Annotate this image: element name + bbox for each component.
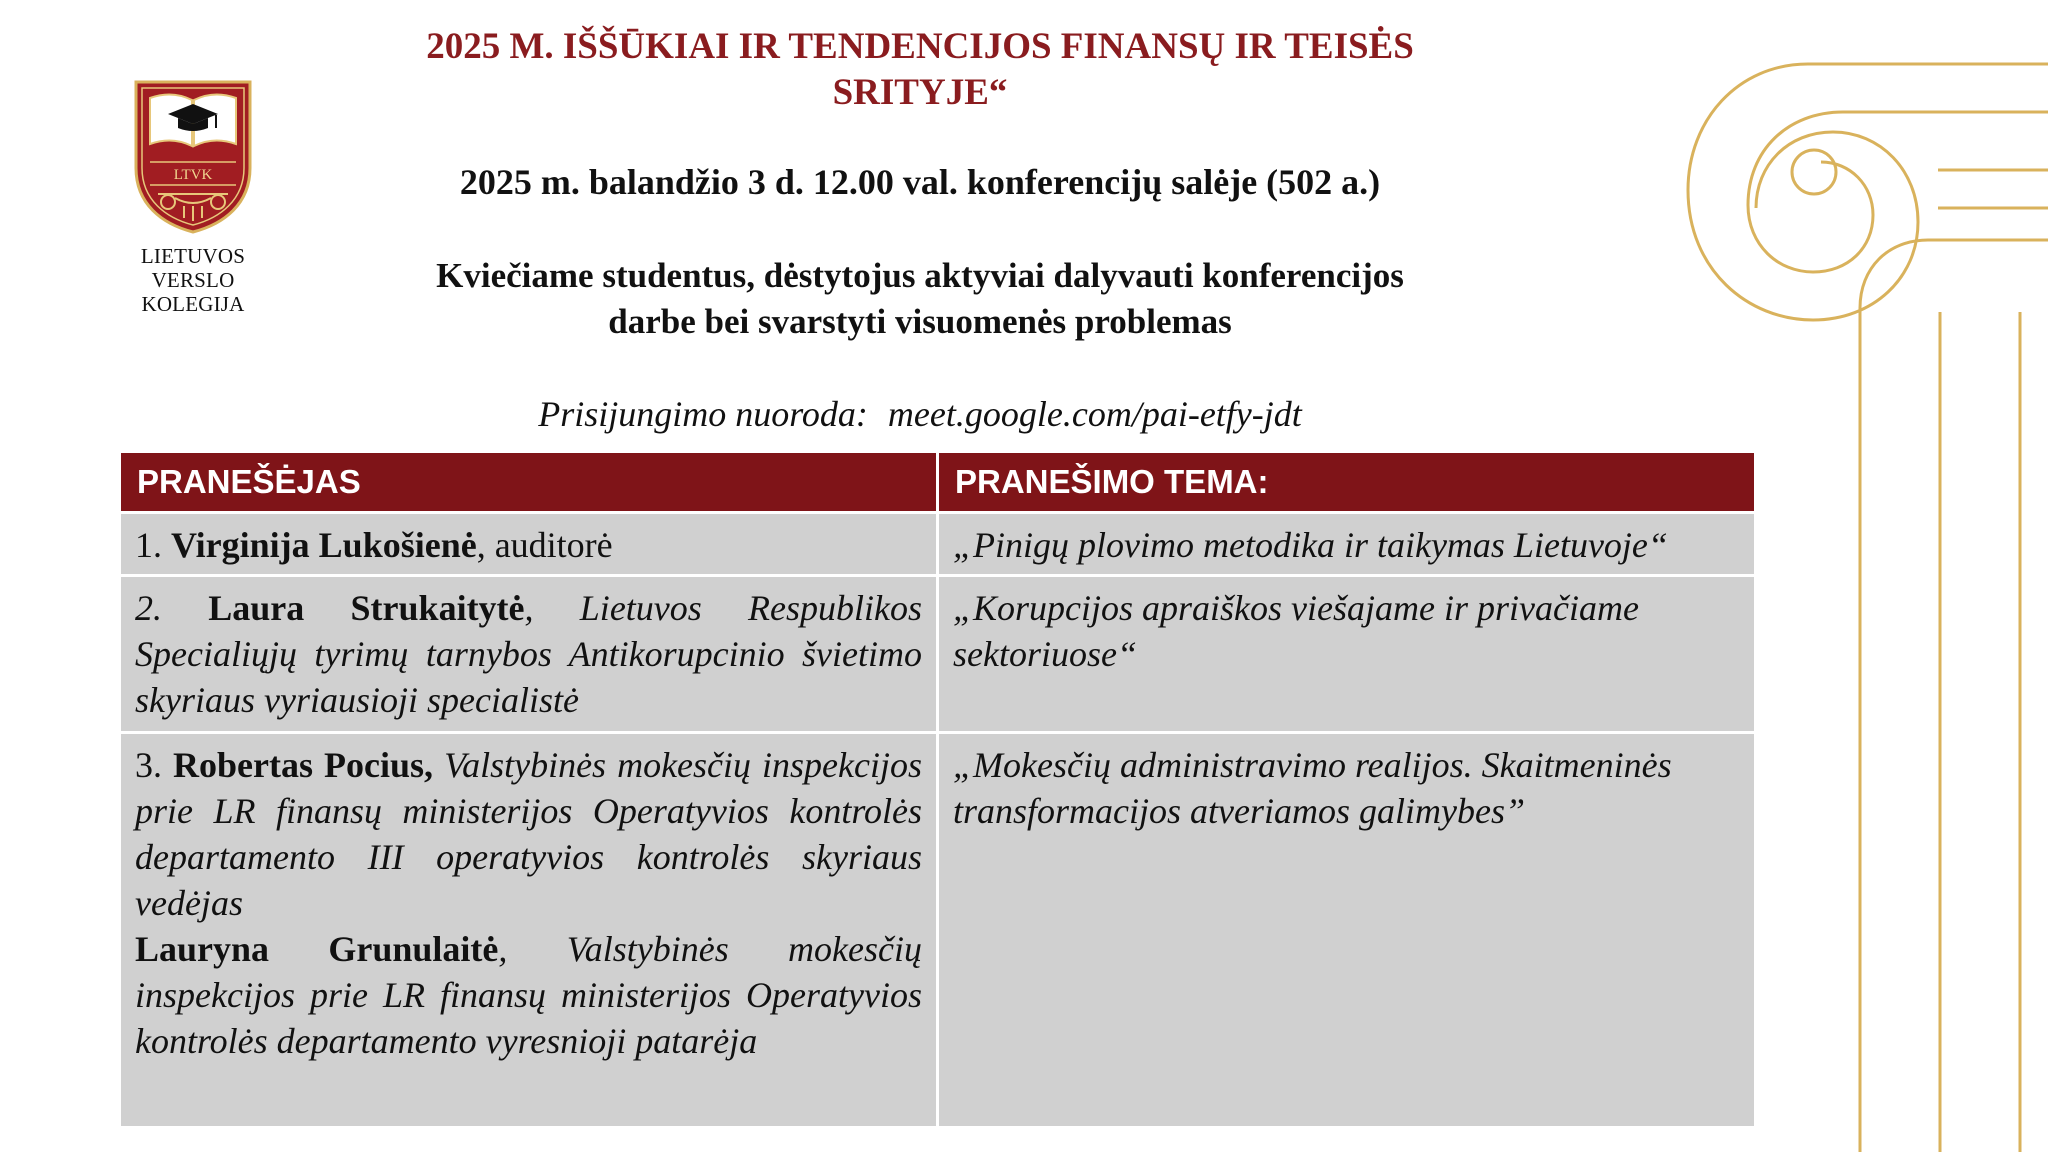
logo-badge-text: LTVK [173,167,213,183]
graduation-cap-book-icon [128,76,258,236]
invitation-line1: Kviečiame studentus, dėstytojus aktyviai dalyvauti konferencijos [436,256,1404,295]
topic-cell: „Mokesčių administravimo realijos. Skaitmeninės transformacijos atveriamos galimybes” [938,733,1756,1128]
meeting-link-line [370,392,1470,436]
table-header-row [120,452,1756,513]
column-header-speaker: PRANEŠĖJAS [120,452,938,513]
speaker-cell [120,513,938,576]
speaker-number: 1. [135,525,162,565]
college-logo [122,76,264,316]
speaker-role: , Lietuvos Respublikos Specialiųjų tyrimų tarnybos Antikorupcinio švietimo skyriaus vyriausioji specialistė [135,588,923,720]
table-row [120,576,1756,733]
date-location: 2025 m. balandžio 3 d. 12.00 val. konferencijų salėje (502 a.) [459,162,1381,202]
college-name-line3: KOLEGIJA [141,292,245,316]
conference-title-line2: SRITYJE“ [832,72,1008,113]
speaker-number: 2. [135,588,162,628]
speaker-name-2: Lauryna Grunulaitė [135,929,499,969]
conference-title-line1: 2025 M. IŠŠŪKIAI IR TENDENCIJOS FINANSŲ IR TEISĖS [426,26,1414,67]
table-row [120,733,1756,1128]
meeting-link-label: Prisijungimo nuoroda: [538,394,868,434]
speaker-role-2: , Valstybinės mokesčių inspekcijos prie LR finansų ministerijos Operatyvios kontrolės departamento vyresnioji patarėja [135,929,922,1061]
college-name-line1: LIETUVOS [140,244,246,268]
speaker-cell [120,576,938,733]
speaker-name: Laura Strukaitytė [208,588,525,628]
conference-title [370,24,1470,116]
program-table [118,450,1757,1129]
invitation-line2: darbe bei svarstyti visuomenės problemas [608,302,1232,341]
meeting-link-url[interactable]: meet.google.com/pai-etfy-jdt [887,394,1302,434]
table-row [120,513,1756,576]
speaker-cell [120,733,938,1128]
topic-cell: „Pinigų plovimo metodika ir taikymas Lietuvoje“ [938,513,1756,576]
speaker-role: Valstybinės mokesčių inspekcijos prie LR finansų ministerijos Operatyvios kontrolės departamento III operatyvios kontrolės skyriaus vedėjas [135,745,923,923]
speaker-number: 3. [135,745,162,785]
speaker-role: , auditorė [476,525,613,565]
speaker-name: Robertas Pocius, [173,745,434,785]
speaker-name: Virginija Lukošienė [171,525,477,565]
invitation-text [370,253,1470,345]
topic-cell: „Korupcijos apraiškos viešajame ir privačiame sektoriuose“ [938,576,1756,733]
college-name-line2: VERSLO [151,268,235,292]
college-name [122,244,264,316]
column-header-topic: PRANEŠIMO TEMA: [938,452,1756,513]
